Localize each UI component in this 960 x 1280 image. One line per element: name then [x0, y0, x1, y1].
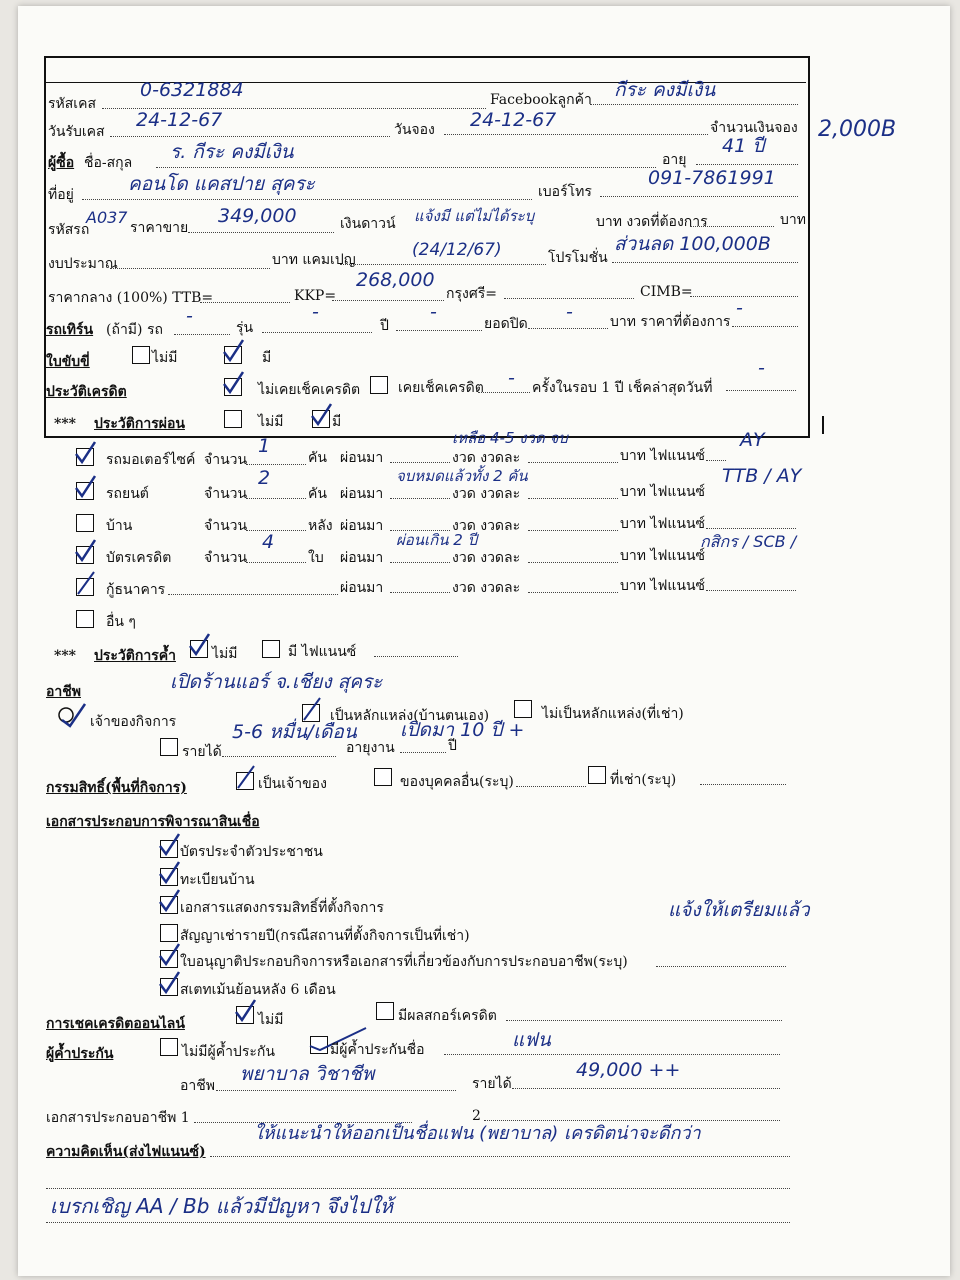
year-line	[396, 330, 482, 331]
guarantee-no-label: ไม่มี	[212, 646, 238, 662]
doc6-check-icon	[158, 970, 180, 996]
card-unit: ใบ	[308, 550, 324, 566]
kkp-label: KKP=	[294, 288, 337, 304]
comment-line-2	[46, 1188, 790, 1189]
car-finance: TTB / AY	[722, 465, 802, 487]
comment-line-3	[46, 1222, 790, 1223]
credit-history-label: ประวัติเครดิต	[46, 384, 127, 400]
occupation-label: อาชีพ	[46, 684, 81, 700]
guarantor-label: ผู้ค้ำประกัน	[46, 1046, 114, 1062]
received-value: 24-12-67	[136, 109, 223, 131]
license-no-label: ไม่มี	[152, 350, 178, 366]
no-guarantor-checkbox[interactable]	[160, 1038, 178, 1056]
promo-label: โปรโมชั่น	[548, 250, 608, 266]
guarantor-value: แฟน	[512, 1029, 551, 1051]
g-income-line	[512, 1088, 780, 1089]
car-amount-label: จำนวน	[204, 486, 248, 502]
tradein-line	[174, 334, 230, 335]
owner-check-icon	[234, 764, 256, 790]
card-check-icon	[74, 538, 96, 564]
other-label: อื่น ๆ	[106, 614, 136, 630]
age-line	[696, 164, 798, 165]
last-check-line	[726, 390, 796, 391]
other-checkbox[interactable]	[76, 610, 94, 628]
score-checkbox[interactable]	[376, 1002, 394, 1020]
phone-line	[600, 196, 798, 197]
house-finance-line	[706, 528, 796, 529]
buyer-label: ผู้ซื้อ	[48, 155, 75, 171]
facebook-label: Facebookลูกค้า	[490, 92, 592, 108]
occ-doc-num2: 2	[472, 1108, 481, 1124]
no-guarantor-label: ไม่มีผู้ค้ำประกัน	[182, 1044, 275, 1060]
doc3-label: เอกสารแสดงกรรมสิทธิ์ที่ตั้งกิจการ	[180, 900, 384, 916]
collateral-rent-checkbox[interactable]	[514, 700, 532, 718]
tradein-label: รถเทิร์น	[46, 322, 94, 338]
age-value: 41 ปี	[722, 135, 765, 157]
rented-checkbox[interactable]	[588, 766, 606, 784]
inst-no-label: ไม่มี	[258, 414, 284, 430]
moto-note: เหลือ 4-5 งวด จบ	[452, 429, 568, 447]
comment-label: ความคิดเห็น(ส่งไฟแนนซ์)	[46, 1144, 206, 1160]
owner-self-label: เป็นเจ้าของ	[258, 776, 327, 792]
car-label: รถยนต์	[106, 486, 149, 502]
car-unit: คัน	[308, 486, 327, 502]
collateral-rent-label: ไม่เป็นหลักแหล่ง(ที่เช่า)	[542, 706, 684, 722]
rented-label: ที่เช่า(ระบุ)	[610, 772, 677, 788]
moto-finance-line	[706, 460, 726, 461]
tradein-if-label: (ถ้ามี) รถ	[106, 322, 163, 338]
doc6-label: สเตทเม้นย้อนหลัง 6 เดือน	[180, 982, 336, 998]
deposit-value: 2,000B	[818, 117, 897, 142]
cimb-label: CIMB=	[640, 284, 693, 300]
owner-label: เจ้าของกิจการ	[90, 714, 177, 730]
side-note: แจ้งให้เตรียมแล้ว	[668, 899, 810, 921]
address-label: ที่อยู่	[48, 187, 74, 203]
cimb-line	[690, 296, 798, 297]
other-person-line	[516, 786, 586, 787]
want-price-dash: -	[736, 297, 743, 319]
doc4-checkbox[interactable]	[160, 924, 178, 942]
car-paid-label: ผ่อนมา	[340, 486, 384, 502]
score-label: มีผลสกอร์เครดิต	[398, 1008, 497, 1024]
stars-1: ***	[54, 416, 76, 432]
year-label: ปี	[380, 318, 389, 334]
license-no-checkbox[interactable]	[132, 346, 150, 364]
car-code-label: รหัสรถ	[48, 222, 90, 238]
checked-checkbox[interactable]	[370, 376, 388, 394]
g-occupation-label: อาชีพ	[180, 1078, 215, 1094]
moto-paid-line	[390, 462, 450, 463]
name-line	[156, 167, 656, 168]
g-occupation-value: พยาบาล วิชาชีพ	[240, 1063, 375, 1085]
moto-unit: คัน	[308, 450, 327, 466]
address-line	[82, 199, 532, 200]
times-line	[478, 392, 530, 393]
work-age-value: เปิดมา 10 ปี +	[400, 719, 525, 741]
house-amount-label: จำนวน	[204, 518, 248, 534]
moto-amount-line	[246, 464, 306, 465]
online-check-label: การเชคเครดิตออนไลน์	[46, 1016, 185, 1032]
card-amount-label: จำนวน	[204, 550, 248, 566]
booking-date-value: 24-12-67	[470, 109, 557, 131]
car-per-label: งวด งวดละ	[452, 486, 521, 502]
occupation-value: เปิดร้านแอร์ จ.เชียง สุคระ	[170, 671, 383, 693]
phone-value: 091-7861991	[648, 167, 776, 189]
loan-per-line	[528, 592, 618, 593]
tradein-dash: -	[186, 305, 193, 327]
closing-line	[528, 328, 608, 329]
income-line	[222, 756, 336, 757]
facebook-value: กีระ คงมีเงิน	[614, 79, 716, 101]
card-paid-label: ผ่อนมา	[340, 550, 384, 566]
inst-yes-check-icon	[310, 402, 332, 428]
doc2-check-icon	[158, 860, 180, 886]
house-amount-line	[246, 530, 306, 531]
moto-per-line	[528, 462, 618, 463]
times-label: ครั้งในรอบ 1 ปี เช็คล่าสุดวันที่	[532, 380, 713, 396]
moto-finance-label: บาท ไฟแนนซ์	[620, 448, 706, 464]
card-qty: 4	[262, 531, 275, 553]
price-line	[188, 232, 334, 233]
has-guarantor-label: มีผู้ค้ำประกันชื่อ	[330, 1042, 425, 1058]
card-label: บัตรเครดิต	[106, 550, 172, 566]
name-value: ร. กีระ คงมีเงิน	[170, 141, 294, 163]
closing-label: ยอดปิด	[484, 316, 528, 332]
case-id-label: รหัสเคส	[48, 96, 96, 112]
promo-line	[612, 262, 798, 263]
other-person-label: ของบุคคลอื่น(ระบุ)	[400, 774, 514, 790]
house-unit: หลัง	[308, 518, 333, 534]
moto-check-icon	[74, 440, 96, 466]
loan-label: กู้ธนาคาร	[106, 582, 166, 598]
loan-line	[168, 594, 338, 595]
guarantee-yes-label: มี ไฟแนนซ์	[288, 644, 357, 660]
card-note: ผ่อนเกิน 2 ปี	[396, 531, 478, 549]
want-price-line	[732, 326, 798, 327]
mid-price-line	[200, 302, 290, 303]
doc5-label: ใบอนุญาติประกอบกิจการหรือเอกสารที่เกี่ยวข้องกับการประกอบอาชีพ(ระบุ)	[180, 954, 628, 970]
card-finance-label: บาท ไฟแนนซ์	[620, 548, 706, 564]
installment-label: บาท งวดที่ต้องการ	[596, 214, 708, 230]
car-per-line	[528, 498, 618, 499]
kkp-value: 268,000	[356, 269, 435, 291]
house-label: บ้าน	[106, 518, 133, 534]
promo-value: ส่วนลด 100,000B	[614, 233, 771, 255]
income-value: 5-6 หมื่น/เดือน	[232, 721, 357, 743]
g-income-value: 49,000 ++	[576, 1059, 681, 1081]
installment-line	[690, 226, 774, 227]
campaign-label: บาท แคมเปญ	[272, 252, 356, 268]
loan-finance-label: บาท ไฟแนนซ์	[620, 578, 706, 594]
work-age-line	[400, 752, 446, 753]
other-person-checkbox[interactable]	[374, 768, 392, 786]
doc2-label: ทะเบียนบ้าน	[180, 872, 255, 888]
loan-paid-line	[390, 592, 450, 593]
car-amount-line	[246, 498, 306, 499]
deposit-label: จำนวนเงินจอง	[710, 120, 798, 136]
doc5-line	[656, 966, 786, 967]
guarantee-yes-checkbox[interactable]	[262, 640, 280, 658]
loan-finance-line	[706, 590, 796, 591]
house-checkbox[interactable]	[76, 514, 94, 532]
price-value: 349,000	[218, 205, 297, 227]
online-no-label: ไม่มี	[258, 1012, 284, 1028]
guarantee-line	[374, 656, 458, 657]
loan-check-icon	[74, 570, 96, 596]
booking-date-label: วันจอง	[394, 122, 435, 138]
income-checkbox[interactable]	[160, 738, 178, 756]
car-finance-label: บาท ไฟแนนซ์	[620, 484, 706, 500]
license-yes-label: มี	[262, 350, 272, 366]
doc4-label: สัญญาเช่ารายปี(กรณีสถานที่ตั้งกิจการเป็นที่เช่า)	[180, 928, 470, 944]
inst-no-checkbox[interactable]	[224, 410, 242, 428]
year-dash: -	[430, 301, 437, 323]
moto-per-label: งวด งวดละ	[452, 450, 521, 466]
krungsri-label: กรุงศรี=	[446, 286, 497, 302]
installment-history-label: ประวัติการผ่อน	[94, 416, 185, 432]
car-qty: 2	[258, 467, 271, 489]
closing-dash: -	[566, 301, 573, 323]
owner-circle-icon	[56, 702, 86, 728]
doc3-check-icon	[158, 888, 180, 914]
collateral-own-label: เป็นหลักแหล่ง(บ้านตนเอง)	[330, 708, 490, 724]
budget-label: งบประมาณ	[48, 256, 118, 272]
work-age-unit: ปี	[448, 738, 457, 754]
card-amount-line	[246, 562, 306, 563]
moto-amount-label: จำนวน	[204, 452, 248, 468]
income-label: รายได้	[182, 744, 222, 760]
g-occupation-line	[216, 1090, 456, 1091]
budget-line	[110, 268, 270, 269]
address-value: คอนโด แคสปาย สุคระ	[128, 173, 315, 195]
never-check-check-icon	[222, 370, 244, 396]
license-label: ใบขับขี่	[46, 354, 90, 370]
house-paid-label: ผ่อนมา	[340, 518, 384, 534]
facebook-line	[590, 104, 798, 105]
house-per-label: งวด งวดละ	[452, 518, 521, 534]
kkp-line	[332, 300, 444, 301]
guarantor-name-line	[444, 1054, 780, 1055]
license-yes-check-icon	[222, 338, 244, 364]
inst-yes-label: มี	[332, 414, 342, 430]
frame-edge	[822, 416, 824, 434]
house-per-line	[528, 530, 618, 531]
model-line	[262, 332, 372, 333]
campaign-line	[340, 264, 546, 265]
rented-line	[700, 784, 786, 785]
moto-paid-label: ผ่อนมา	[340, 450, 384, 466]
comment-value: ให้แนะนำให้ออกเป็นชื่อแฟน (พยาบาล) เครดิตน่าจะดีกว่า	[254, 1123, 701, 1144]
collateral-own-check-icon	[300, 696, 322, 722]
mid-price-label: ราคากลาง (100%) TTB=	[48, 290, 214, 306]
g-income-label: รายได้	[472, 1076, 512, 1092]
received-label: วันรับเคส	[48, 124, 105, 140]
work-age-label: อายุงาน	[346, 740, 395, 756]
campaign-value: (24/12/67)	[412, 240, 502, 260]
house-finance-label: บาท ไฟแนนซ์	[620, 516, 706, 532]
car-note: จบหมดแล้วทั้ง 2 คัน	[396, 467, 528, 485]
want-price-label: บาท ราคาที่ต้องการ	[610, 314, 731, 330]
moto-qty: 1	[258, 435, 271, 457]
occ-doc-line-2	[484, 1120, 780, 1121]
installment-baht: บาท	[780, 212, 806, 228]
ownership-label: กรรมสิทธิ์(พื้นที่กิจการ)	[46, 780, 187, 796]
car-paid-line	[390, 498, 450, 499]
name-label: ชื่อ-สกุล	[84, 155, 133, 171]
times-dash: -	[508, 367, 515, 389]
car-code-value: A037	[86, 208, 128, 227]
doc1-check-icon	[158, 832, 180, 858]
card-paid-line	[390, 562, 450, 563]
doc1-label: บัตรประจำตัวประชาชน	[180, 844, 323, 860]
card-per-label: งวด งวดละ	[452, 550, 521, 566]
occ-doc-label: เอกสารประกอบอาชีพ 1	[46, 1110, 190, 1126]
down-label: เงินดาวน์	[340, 216, 396, 232]
score-line	[506, 1020, 782, 1021]
car-check-icon	[74, 474, 96, 500]
card-per-line	[528, 562, 618, 563]
booking-date-line	[444, 134, 708, 135]
stars-2: ***	[54, 648, 76, 664]
case-id-value: 0-6321884	[140, 79, 244, 101]
moto-finance: AY	[740, 429, 765, 451]
model-dash: -	[312, 301, 319, 323]
never-check-label: ไม่เคยเช็คเครดิต	[258, 382, 361, 398]
age-label: อายุ	[662, 152, 687, 168]
last-check-dash: -	[758, 357, 765, 379]
online-no-check-icon	[234, 998, 256, 1024]
loan-paid-label: ผ่อนมา	[340, 580, 384, 596]
guarantee-no-check-icon	[188, 632, 210, 658]
price-label: ราคาขาย	[130, 220, 189, 236]
comment-line-1	[210, 1156, 790, 1157]
doc5-check-icon	[158, 942, 180, 968]
footer-note: เบรกเชิญ AA / Bb แล้วมีปัญหา จึงไปให้	[50, 1194, 394, 1218]
received-line	[110, 136, 390, 137]
moto-label: รถมอเตอร์ไซค์	[106, 452, 196, 468]
checked-label: เคยเช็คเครดิต	[398, 380, 484, 396]
guarantee-history-label: ประวัติการค้ำ	[94, 648, 176, 664]
model-label: รุ่น	[236, 320, 254, 336]
phone-label: เบอร์โทร	[538, 184, 592, 200]
down-value: แจ้งมี แต่ไม่ได้ระบุ	[414, 207, 535, 225]
loan-per-label: งวด งวดละ	[452, 580, 521, 596]
card-finance: กสิกร / SCB /	[700, 532, 797, 551]
docs-label: เอกสารประกอบการพิจารณาสินเชื่อ	[46, 814, 260, 830]
krungsri-line	[504, 298, 634, 299]
